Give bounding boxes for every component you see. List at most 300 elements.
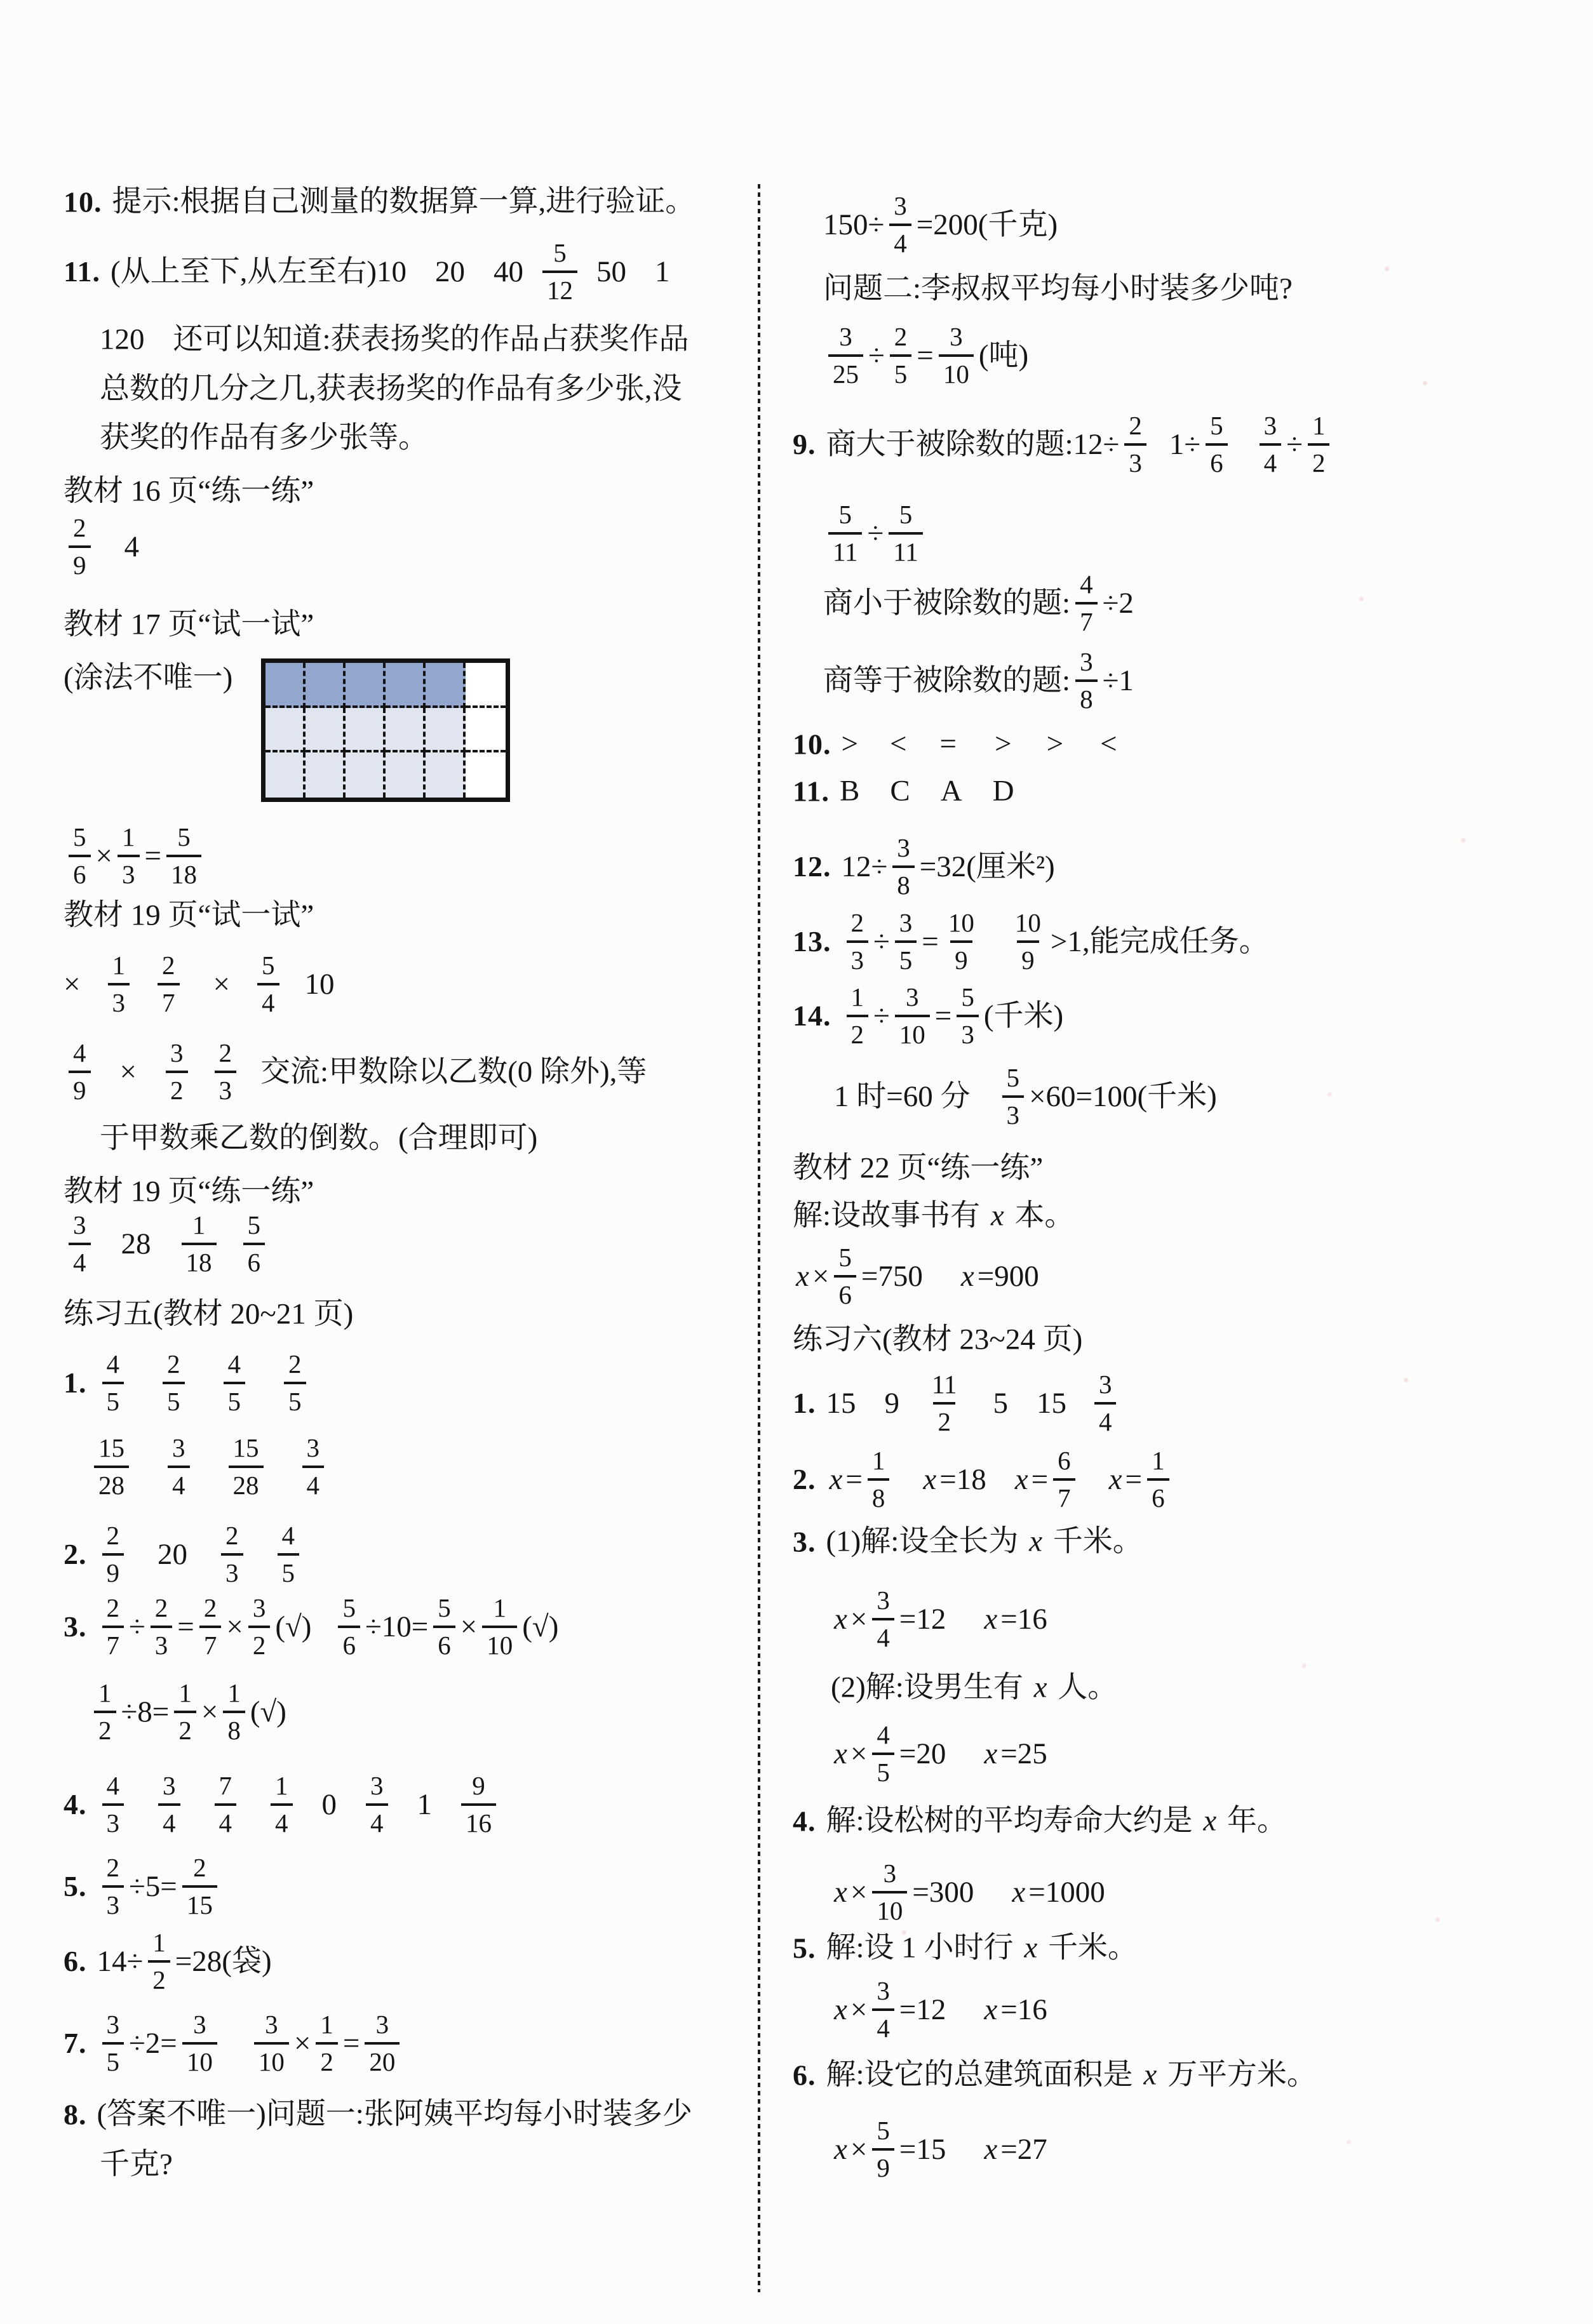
spacer [187,1554,216,1555]
answer-line [64,2012,405,2075]
fraction-numerator: 2 [288,1349,302,1379]
text-run: D [992,774,1014,808]
item-number: 10. [64,185,102,218]
fraction-denominator: 5 [224,1382,246,1415]
item-number: 12. [793,850,831,883]
fraction-denominator: 12 [542,270,577,304]
answer-line [823,193,1058,257]
variable: x [1029,1525,1042,1558]
fraction-numerator: 3 [899,908,913,937]
fraction-numerator: 3 [106,2010,119,2039]
fraction-denominator: 4 [889,224,911,257]
text-run: =16 [1000,1602,1047,1636]
fraction [1260,413,1282,476]
grid-cell [466,663,506,708]
fraction-numerator: 1 [871,1446,885,1475]
fraction-numerator: 10 [948,908,974,937]
spacer [858,744,890,745]
item-number: 6. [64,1945,87,1978]
fraction-numerator: 3 [170,1038,184,1067]
fraction-numerator: 2 [106,1593,119,1622]
item-number: 3. [793,1525,816,1558]
text-run: 15 [826,1386,856,1420]
grid-cell [306,752,346,798]
answer-line [793,726,1117,763]
fraction-denominator: 11 [828,532,862,565]
spacer [907,744,940,745]
text-run: × [119,1055,137,1088]
text-run: × [850,1602,868,1636]
variable: x [984,1993,998,2026]
text-run: =750 [861,1259,923,1293]
variable: x [1108,1462,1122,1496]
fraction-numerator: 2 [73,513,86,542]
fraction-denominator: 7 [102,1626,124,1659]
fraction [215,1040,237,1104]
answer-line [793,2057,1317,2094]
item-number: 3. [64,1610,87,1643]
fraction-numerator: 1 [227,1678,241,1707]
spacer [966,1403,993,1404]
text-run: 14÷ [97,1944,144,1978]
text-run: 5 [993,1386,1008,1420]
fraction-denominator: 2 [316,2042,338,2075]
fraction [944,910,979,973]
text-run: 10 [304,967,335,1001]
answer-line [64,1351,311,1415]
fraction-denominator: 28 [94,1466,129,1499]
fraction-numerator: 1 [122,822,135,851]
text-run: 商大于被除数的题:12÷ [826,427,1120,461]
fraction-denominator: 5 [284,1382,306,1415]
text-run: 4 [124,530,139,563]
spacer [1152,444,1169,445]
fraction-numerator: 5 [262,951,275,980]
spacer [946,2149,981,2150]
fraction [158,952,180,1016]
fraction-denominator: 3 [102,1803,124,1836]
fraction-denominator: 8 [223,1711,245,1744]
fraction [890,324,912,387]
spacer [986,1479,1012,1480]
variable: x [984,1737,998,1770]
fraction-denominator: 4 [1260,443,1282,476]
fraction-numerator: 1 [493,1593,507,1622]
grid-cell [426,752,466,798]
fraction-numerator: 1 [1152,1446,1165,1475]
fraction-numerator: 4 [281,1521,295,1550]
text-run: × [95,839,113,872]
answer-line [64,660,232,697]
answer-line [793,1930,1138,1967]
item-number: 5. [793,1932,816,1965]
fraction [69,824,91,888]
spacer [129,1383,158,1384]
text-run: 解:设 1 小时行 [826,1931,1021,1965]
variable: x [984,1602,998,1636]
text-run: 解:设松树的平均寿命大约是 [826,1804,1200,1838]
fraction [1075,649,1098,712]
fraction [1011,910,1045,973]
fraction [828,324,863,387]
answer-line [64,897,314,935]
fraction [1147,1448,1169,1511]
fraction [69,1212,91,1276]
fraction-denominator: 11 [889,532,922,565]
variable: x [796,1259,809,1293]
answer-line [831,1722,1047,1786]
fraction [257,952,279,1016]
text-run: = [1125,1462,1143,1496]
answer-line [831,1978,1047,2041]
answer-line [64,1296,353,1333]
text-run: × [460,1610,478,1643]
column-right [793,0,1574,2324]
grid-cell [306,663,346,708]
grid-cell [466,752,506,798]
answer-line [793,1803,1287,1840]
spacer [957,744,995,745]
item-number: 11. [793,775,830,808]
fraction-denominator: 6 [1206,443,1228,476]
fraction-denominator: 4 [158,1803,180,1836]
fraction-numerator: 5 [899,500,913,529]
fraction [895,984,930,1048]
spacer [923,1276,958,1277]
answer-line [831,1669,1117,1707]
item-number: 6. [793,2059,816,2092]
fraction-denominator: 7 [158,983,180,1016]
fraction-denominator: 3 [215,1071,237,1104]
grid-cell [346,752,386,798]
spacer [859,791,890,792]
fraction-denominator: 4 [302,1466,325,1499]
fraction-numerator: 2 [167,1349,180,1379]
text-run: 还可以知道:获表扬奖的作品占获奖作品 [173,323,689,356]
fraction-numerator: 15 [98,1433,124,1462]
variable: x [1024,1931,1038,1965]
text-run: 提示:根据自己测量的数据算一算,进行验证。 [112,185,696,218]
fraction-denominator: 4 [271,1803,293,1836]
fraction-denominator: 4 [215,1803,237,1836]
text-run: 120 [100,323,145,356]
fraction-denominator: 6 [834,1275,856,1308]
fraction-denominator: 2 [933,1402,955,1435]
text-run: 总数的几分之几,获表扬奖的作品有多少张,没 [100,372,682,406]
answer-line [793,1321,1082,1359]
text-run: 交流:甲数除以乙数(0 除外),等 [260,1055,647,1088]
item-number: 2. [64,1538,87,1571]
variable: x [984,2132,998,2166]
text-run: 万平方米。 [1160,2058,1317,2092]
fraction-denominator: 4 [872,1618,894,1651]
fraction-denominator: 10 [254,2042,289,2075]
grid-cell [426,663,466,708]
fraction-denominator: 10 [482,1626,517,1659]
answer-line [793,835,1055,898]
fraction [939,324,974,387]
fraction [271,1773,293,1836]
spacer [185,984,213,985]
fraction-denominator: 10 [895,1015,930,1048]
fraction-numerator: 2 [850,908,864,937]
fraction-numerator: 3 [73,1210,86,1239]
item-number: 13. [793,925,831,958]
text-run: (吨) [978,338,1029,372]
fraction-denominator: 2 [1308,443,1330,476]
fraction-denominator: 5 [278,1553,300,1586]
fraction-numerator: 2 [225,1521,239,1550]
fraction [199,1595,222,1659]
fraction-denominator: 9 [1017,940,1039,973]
text-run: =18 [939,1462,986,1496]
fraction [892,835,915,898]
fraction-denominator: 4 [366,1803,388,1836]
variable: x [834,2132,847,2166]
answer-line [100,420,428,457]
item-number: 5. [64,1870,87,1903]
fraction [102,2012,124,2075]
fraction [102,1351,124,1415]
fraction-denominator: 5 [890,354,912,387]
fraction [1124,413,1146,476]
text-run: 15 [1036,1386,1066,1420]
text-run: × [850,1875,868,1909]
fraction-numerator: 3 [1263,411,1277,440]
text-run: 千米。 [1045,1525,1143,1558]
fraction-denominator: 9 [102,1553,124,1586]
grid-cell [266,663,306,708]
fraction-denominator: 7 [1075,602,1098,635]
answer-line [793,1448,1174,1511]
text-run: 练习六(教材 23~24 页) [793,1323,1083,1356]
answer-line [793,984,1063,1048]
spacer [1066,1403,1089,1404]
text-run: × [293,2026,311,2060]
spacer [129,1554,158,1555]
text-run: = [845,1462,863,1496]
text-run: 1÷ [1169,427,1201,461]
fraction-numerator: 3 [375,2010,389,2039]
variable: x [1033,1671,1047,1704]
fraction-denominator: 5 [895,940,917,973]
fraction-denominator: 7 [1053,1478,1075,1511]
text-run: =27 [1000,2132,1047,2166]
answer-line [823,571,1134,635]
text-run: 人。 [1050,1671,1118,1704]
spacer [222,1244,238,1245]
text-run: 教材 17 页“试一试” [64,608,314,641]
fraction-denominator: 16 [461,1803,496,1836]
text-run: ÷2 [1102,586,1134,620]
answer-line [64,1523,304,1586]
fraction-numerator: 2 [894,322,908,351]
fraction-numerator: 5 [838,1243,852,1272]
fraction-denominator: 3 [1124,443,1146,476]
item-number: 7. [64,2027,87,2060]
spacer [894,1479,920,1480]
answer-line [793,1372,1121,1435]
fraction [94,1680,116,1744]
answer-line [823,270,1293,308]
fraction [168,1435,190,1499]
fraction [957,984,979,1048]
text-run: = [1031,1462,1049,1496]
fraction-numerator: 5 [877,2116,890,2145]
fraction-numerator: 2 [193,1853,206,1882]
answer-line [64,606,314,644]
fraction-denominator: 4 [168,1466,190,1499]
text-run: 年。 [1220,1804,1287,1838]
fraction-numerator: 1 [320,2010,333,2039]
fraction [365,2012,400,2075]
text-run: = [177,1610,194,1643]
text-run: B [839,774,860,808]
fraction-numerator: 1 [192,1210,206,1239]
variable: x [990,1199,1004,1232]
fraction [847,910,869,973]
fraction [174,1680,196,1744]
fraction-numerator: 4 [227,1349,241,1379]
fraction-denominator: 3 [847,940,869,973]
text-run: 教材 19 页“练一练” [64,1175,314,1208]
fraction-numerator: 15 [232,1433,259,1462]
fraction [889,502,922,565]
text-run: = [917,338,934,372]
grid-cell [266,752,306,798]
answer-line [64,2096,692,2134]
text-run: 商等于被除数的题: [823,664,1071,697]
answer-line [64,1040,647,1104]
fraction-denominator: 9 [69,545,91,578]
fraction-numerator: 3 [1080,647,1093,676]
text-run: 1 [417,1787,432,1821]
spacer [151,1244,177,1245]
fraction [278,1523,300,1586]
answer-line [793,1523,1143,1561]
text-run: = [934,999,952,1032]
fraction [338,1595,360,1659]
answer-line [834,1065,1217,1128]
item-number: 11. [64,255,100,288]
text-run: (从上至下,从左至右)10 [110,255,407,288]
text-run: A [940,774,962,808]
fraction-numerator: 3 [265,2010,278,2039]
text-run: =15 [899,2132,946,2166]
text-run: × [201,1695,218,1728]
fraction-numerator: 4 [877,1720,890,1749]
fraction [243,1212,266,1276]
text-run: ÷ [873,925,890,958]
fraction-numerator: 4 [106,1349,119,1379]
answer-line [100,371,682,408]
fraction-denominator: 8 [892,865,915,898]
text-run: 千克? [100,2147,173,2181]
spacer [1012,744,1047,745]
fraction-numerator: 2 [162,951,175,980]
fraction-numerator: 3 [252,1593,266,1622]
text-run: × [850,2132,868,2166]
fraction-denominator: 8 [1075,679,1098,712]
text-run: 9 [884,1386,899,1420]
fraction-numerator: 3 [370,1771,384,1800]
fraction [834,1245,856,1308]
fraction-denominator: 6 [243,1243,266,1276]
text-run: 教材 22 页“练一练” [793,1151,1044,1185]
spacer [230,984,252,985]
text-run: 12÷ [841,850,888,883]
answer-line [64,515,139,578]
fraction-denominator: 6 [338,1626,360,1659]
spacer [285,984,305,985]
column-left [64,0,759,2324]
fraction [872,2118,894,2181]
text-run: >1,能完成任务。 [1050,925,1269,958]
text-run: 问题二:李叔叔平均每小时装多少吨? [823,272,1293,305]
text-run: ÷ [867,516,884,550]
text-run: 150÷ [823,208,885,241]
fraction-denominator: 8 [868,1478,890,1511]
fraction-numerator: 1 [275,1771,288,1800]
text-run: 1 时=60 分 [834,1079,971,1113]
text-run: > [995,727,1012,761]
fraction [102,1595,124,1659]
fraction-numerator: 5 [1006,1063,1020,1092]
text-run: =200(千克) [916,208,1058,241]
text-run: × [213,967,231,1001]
fraction [102,1773,124,1836]
fraction-numerator: 3 [839,322,852,351]
spacer [974,1892,1009,1893]
answer-line [793,1245,1039,1308]
text-run: ÷ [1286,427,1303,461]
spacer [81,984,103,985]
text-run: 于甲数乘乙数的倒数。(合理即可) [100,1121,538,1155]
spacer [910,791,941,792]
fraction-denominator: 2 [94,1711,116,1744]
fraction-denominator: 2 [847,1015,869,1048]
fraction [895,910,917,973]
fraction [1002,1065,1025,1128]
text-run: ÷1 [1102,664,1134,697]
fraction-denominator: 15 [182,1885,217,1918]
text-run: × [64,967,81,1001]
fraction-numerator: 4 [73,1038,86,1067]
fraction [1094,1372,1117,1435]
fraction-numerator: 3 [897,833,910,862]
fraction-denominator: 4 [1094,1402,1117,1435]
spacer [248,1554,272,1555]
fraction [284,1351,306,1415]
fraction-numerator: 10 [1014,908,1041,937]
fraction-numerator: 3 [894,191,907,220]
text-run: =32(厘米²) [919,850,1055,883]
text-run: 练习五(教材 20~21 页) [64,1297,354,1331]
text-run: 40 [494,255,524,288]
fraction [872,1860,907,1924]
answer-line [89,1435,329,1499]
fraction [223,1680,245,1744]
grid-cell [346,663,386,708]
fraction-denominator: 3 [221,1553,243,1586]
fraction-numerator: 1 [178,1678,192,1707]
spacer [962,791,993,792]
spacer [899,1403,922,1404]
fraction [229,1435,264,1499]
fraction-numerator: 4 [1080,570,1093,599]
fraction-denominator: 3 [151,1626,173,1659]
spacer [135,984,152,985]
